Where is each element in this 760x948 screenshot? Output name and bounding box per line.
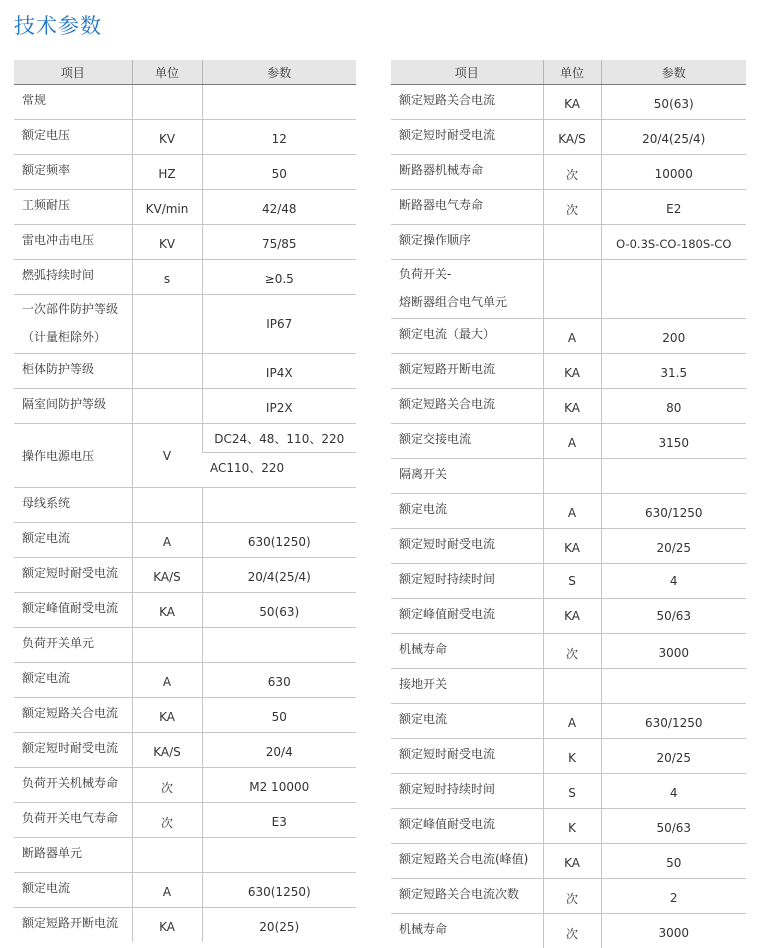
cell-item: 柜体防护等级 [14,354,132,389]
cell-item: 额定峰值耐受电流 [391,809,543,844]
cell-unit: A [132,873,202,908]
cell-unit [132,628,202,663]
cell-unit [132,354,202,389]
cell-unit: KA [543,844,601,879]
cell-item: 断路器机械寿命 [391,155,543,190]
cell-param [601,260,746,319]
cell-item: 额定短时耐受电流 [391,739,543,774]
cell-unit: A [543,494,601,529]
table-row [14,768,356,803]
cell-param: 2 [601,879,746,914]
table-row [391,319,746,354]
cell-unit [543,669,601,704]
spec-table-right [391,60,746,948]
cell-param: 4 [601,774,746,809]
table-row [391,459,746,494]
table-row [391,599,746,634]
cell-unit: 次 [543,190,601,225]
table-row [391,669,746,704]
cell-unit: s [132,260,202,295]
cell-unit: KV [132,120,202,155]
cell-param: 80 [601,389,746,424]
cell-unit: 次 [543,155,601,190]
cell-param [601,669,746,704]
cell-item: 额定短路关合电流 [391,85,543,120]
cell-unit: 次 [543,879,601,914]
cell-unit [132,85,202,120]
cell-item: 额定峰值耐受电流 [14,593,132,628]
cell-item: 额定电流 [391,494,543,529]
cell-param-line2: AC110、220 [202,453,356,488]
cell-item: 额定电流 [14,663,132,698]
header-unit: 单位 [543,60,601,85]
cell-param: IP4X [202,354,356,389]
table-header-row [391,60,746,85]
cell-item: 额定短路关合电流 [14,698,132,733]
cell-item: 额定短路开断电流 [14,908,132,943]
cell-unit: KA/S [132,733,202,768]
table-row [391,120,746,155]
table-row [391,85,746,120]
cell-unit: KV [132,225,202,260]
cell-param: 42/48 [202,190,356,225]
cell-param: 50(63) [601,85,746,120]
cell-param: 20/25 [601,529,746,564]
table-row [14,733,356,768]
cell-param: 50 [202,155,356,190]
cell-param: 630(1250) [202,873,356,908]
cell-unit: V [132,424,202,488]
cell-item: 隔离开关 [391,459,543,494]
cell-item: 额定短时耐受电流 [391,120,543,155]
cell-param: 630 [202,663,356,698]
cell-param: 50(63) [202,593,356,628]
cell-item: 断路器电气寿命 [391,190,543,225]
cell-item: 隔室间防护等级 [14,389,132,424]
cell-unit [132,295,202,354]
table-row [391,774,746,809]
table-row [391,914,746,948]
cell-param [601,459,746,494]
cell-item: 负荷开关电气寿命 [14,803,132,838]
table-row [391,879,746,914]
spec-table-left [14,60,356,942]
cell-item: 接地开关 [391,669,543,704]
cell-param: 4 [601,564,746,599]
cell-unit [132,389,202,424]
cell-param: 20/4(25/4) [601,120,746,155]
table-row [391,354,746,389]
cell-unit: KA/S [543,120,601,155]
cell-item-line2: （计量柜除外） [22,323,128,351]
table-row [14,523,356,558]
cell-item: 工频耐压 [14,190,132,225]
cell-param: 200 [601,319,746,354]
table-row [391,529,746,564]
cell-unit: KV/min [132,190,202,225]
cell-param: 31.5 [601,354,746,389]
cell-item: 母线系统 [14,488,132,523]
page-title: 技术参数 [14,10,102,40]
table-row [14,190,356,225]
cell-item: 操作电源电压 [14,424,132,488]
cell-param: 10000 [601,155,746,190]
cell-unit: K [543,739,601,774]
cell-param: 3150 [601,424,746,459]
cell-item: 负荷开关单元 [14,628,132,663]
header-param: 参数 [601,60,746,85]
table-row [14,120,356,155]
table-row [14,628,356,663]
cell-param: 3000 [601,634,746,669]
cell-unit: KA/S [132,558,202,593]
cell-unit [543,225,601,260]
cell-item: 额定短时耐受电流 [14,558,132,593]
table-row [14,698,356,733]
table-row [14,488,356,523]
table-row [391,844,746,879]
cell-unit: A [543,319,601,354]
table-row [391,634,746,669]
cell-item: 常规 [14,85,132,120]
table-row [14,389,356,424]
cell-item: 额定电流（最大） [391,319,543,354]
cell-unit: HZ [132,155,202,190]
table-row [14,225,356,260]
cell-unit: KA [543,389,601,424]
table-row [391,155,746,190]
cell-param: 630/1250 [601,494,746,529]
cell-unit: 次 [543,914,601,948]
cell-param: 75/85 [202,225,356,260]
cell-unit [543,459,601,494]
table-row [391,424,746,459]
cell-unit: A [132,663,202,698]
table-row [14,85,356,120]
cell-item: 断路器单元 [14,838,132,873]
cell-param: IP67 [202,295,356,354]
header-item: 项目 [391,60,543,85]
cell-param: 50/63 [601,599,746,634]
table-header-row [14,60,356,85]
cell-unit: A [132,523,202,558]
cell-unit: 次 [132,803,202,838]
header-item: 项目 [14,60,132,85]
cell-item: 机械寿命 [391,634,543,669]
cell-item [14,295,132,354]
table-row [14,803,356,838]
cell-item: 额定短时持续时间 [391,774,543,809]
table-row [14,908,356,943]
cell-param: 20(25) [202,908,356,943]
cell-param [202,838,356,873]
cell-item: 额定操作顺序 [391,225,543,260]
cell-item-line2: 熔断器组合电气单元 [399,288,539,316]
cell-param: 20/4(25/4) [202,558,356,593]
cell-item: 额定频率 [14,155,132,190]
cell-param [202,628,356,663]
cell-unit: KA [132,698,202,733]
cell-item: 额定短时持续时间 [391,564,543,599]
cell-item: 燃弧持续时间 [14,260,132,295]
table-row [391,190,746,225]
header-unit: 单位 [132,60,202,85]
cell-unit: KA [543,354,601,389]
cell-unit: KA [543,599,601,634]
table-row [391,389,746,424]
cell-unit: A [543,424,601,459]
cell-param: 3000 [601,914,746,948]
table-row [14,663,356,698]
cell-param: 630/1250 [601,704,746,739]
cell-item: 额定短路开断电流 [391,354,543,389]
cell-param: 50/63 [601,809,746,844]
table-row [14,593,356,628]
cell-unit [543,260,601,319]
table-row [14,838,356,873]
cell-item [391,260,543,319]
table-row [14,295,356,354]
cell-unit: S [543,774,601,809]
cell-item: 额定短时耐受电流 [391,529,543,564]
cell-param-line1: DC24、48、110、220 [202,424,356,453]
cell-item: 额定峰值耐受电流 [391,599,543,634]
cell-unit: A [543,704,601,739]
cell-item: 雷电冲击电压 [14,225,132,260]
cell-unit: 次 [543,634,601,669]
cell-param: 50 [601,844,746,879]
cell-item: 额定短路关合电流 [391,389,543,424]
cell-item: 额定短时耐受电流 [14,733,132,768]
cell-item: 额定短路关合电流(峰值) [391,844,543,879]
table-row [14,260,356,295]
cell-unit: KA [132,908,202,943]
cell-item: 额定电流 [391,704,543,739]
cell-param: 50 [202,698,356,733]
cell-param: 20/4 [202,733,356,768]
table-row [14,354,356,389]
cell-unit: S [543,564,601,599]
cell-param: O-0.3S-CO-180S-CO [601,225,746,260]
cell-item: 额定电流 [14,523,132,558]
cell-unit: KA [132,593,202,628]
cell-unit: 次 [132,768,202,803]
cell-unit: K [543,809,601,844]
table-row [14,873,356,908]
cell-param: 12 [202,120,356,155]
table-row [391,494,746,529]
cell-item: 额定电压 [14,120,132,155]
cell-param: IP2X [202,389,356,424]
cell-item: 机械寿命 [391,914,543,948]
table-row [391,225,746,260]
cell-param: M2 10000 [202,768,356,803]
table-row [14,558,356,593]
cell-unit [132,488,202,523]
table-row [391,809,746,844]
header-param: 参数 [202,60,356,85]
table-row [391,704,746,739]
cell-param: 20/25 [601,739,746,774]
cell-item-line1: 一次部件防护等级 [22,295,128,323]
cell-item: 额定交接电流 [391,424,543,459]
cell-param [202,85,356,120]
cell-param: 630(1250) [202,523,356,558]
table-row [14,155,356,190]
table-row [391,260,746,319]
cell-param [202,488,356,523]
table-row [391,564,746,599]
cell-unit: KA [543,529,601,564]
cell-item: 额定短路关合电流次数 [391,879,543,914]
cell-unit [132,838,202,873]
cell-param: E2 [601,190,746,225]
cell-unit: KA [543,85,601,120]
cell-item: 额定电流 [14,873,132,908]
cell-param: ≥0.5 [202,260,356,295]
table-row [14,424,356,453]
table-row [391,739,746,774]
cell-item-line1: 负荷开关- [399,260,539,288]
cell-param: E3 [202,803,356,838]
cell-item: 负荷开关机械寿命 [14,768,132,803]
